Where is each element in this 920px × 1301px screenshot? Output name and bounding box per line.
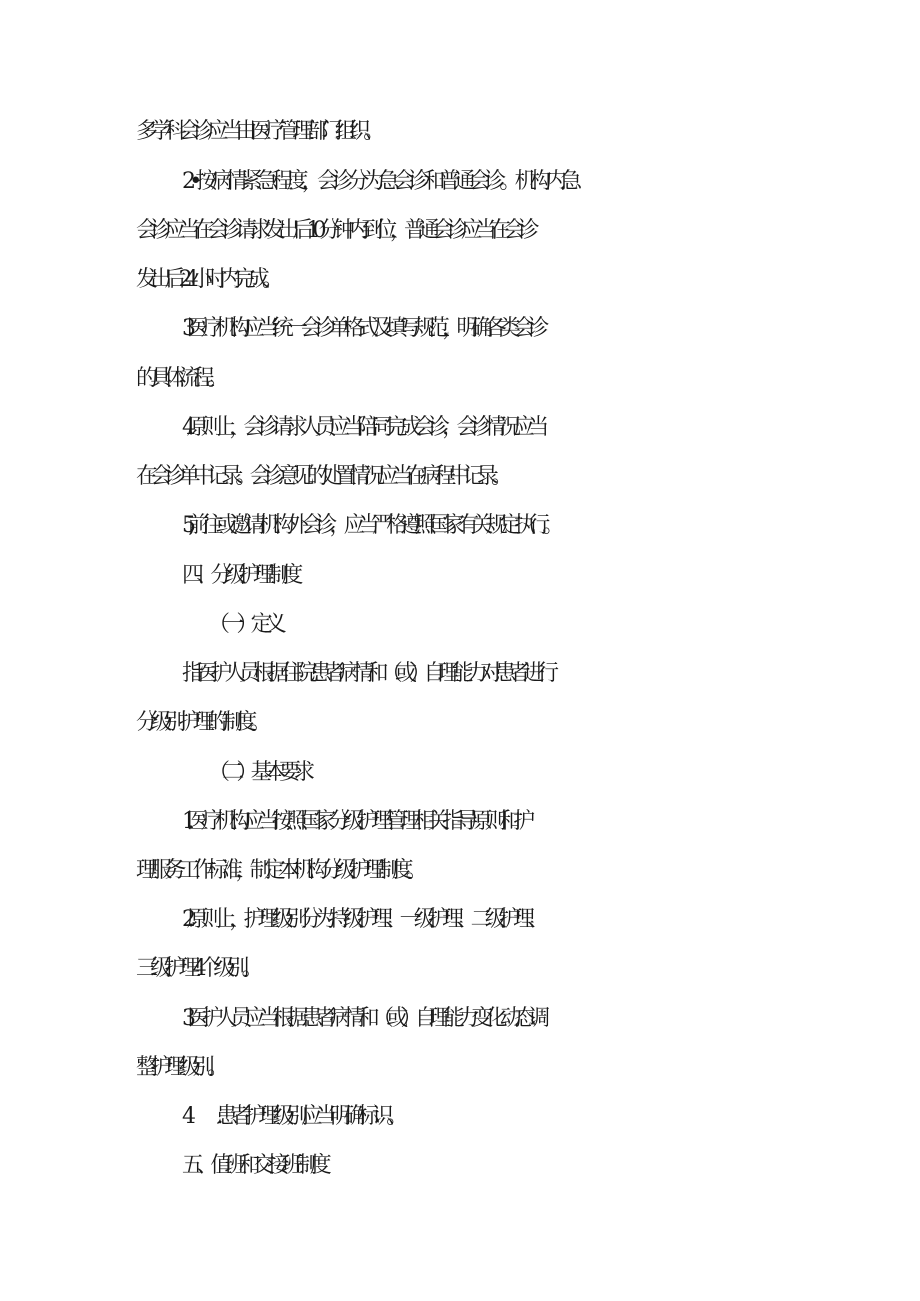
paragraph-line: 4 .患者护理级别应当明确标识。 [182, 1104, 401, 1129]
paragraph-line: 的具体流程。 [136, 366, 222, 391]
subsection-heading: （一）定义 [208, 612, 280, 637]
paragraph-line: 3.医护人员应当根据患者病情和（或）自理能力变化动态调 [182, 1006, 543, 1031]
paragraph-line: 指医护人员根据住院患者病情和（或）自理能力对患者进行 [182, 661, 552, 686]
paragraph-line: 多学科会诊应当由医疗管理部门组织。 [136, 119, 378, 144]
paragraph-line: 整护理级别。 [136, 1055, 222, 1080]
paragraph-line: 在会诊单中记录。会诊意见的处置情况应当在病程中记录。 [136, 464, 506, 489]
paragraph-line: 会诊应当在会诊请求发出后10分钟内到位，普通会诊应当在会诊 [136, 218, 532, 243]
paragraph-line: 1 .医疗机构应当按照国家分级护理管理相关指导原则和护 [182, 809, 528, 834]
paragraph-line: 5,前往或邀请机构外会诊，应当严格遵照国家有关规定执行。 [182, 513, 557, 538]
section-heading: 四、分级护理制度 [182, 563, 296, 588]
paragraph-line: 理服务工作标准，制定本机构分级护理制度。 [136, 858, 421, 883]
section-heading: 五、值班和交接班制度 [182, 1153, 325, 1178]
paragraph-line: 4 .原则上，会诊请求人员应当陪同完成会诊，会诊情况应当 [182, 415, 542, 440]
subsection-heading: （二）基本要求 [208, 760, 308, 785]
paragraph-line: 2•按病情紧急程度，会诊分为急会诊和普通会诊。机构内急 [182, 169, 576, 194]
paragraph-line: 3 .医疗机构应当统一会诊单格式及填写规范，明确各类会诊 [182, 316, 542, 341]
paragraph-line: 三级护理4个级别。 [136, 956, 256, 981]
paragraph-line: 发出后24小时内完成。 [136, 267, 277, 292]
paragraph-line: 2 .原则上，护理级别分为特级护理、一级护理、二级护理、 [182, 907, 542, 932]
paragraph-line: 分级别护理的制度。 [136, 710, 264, 735]
